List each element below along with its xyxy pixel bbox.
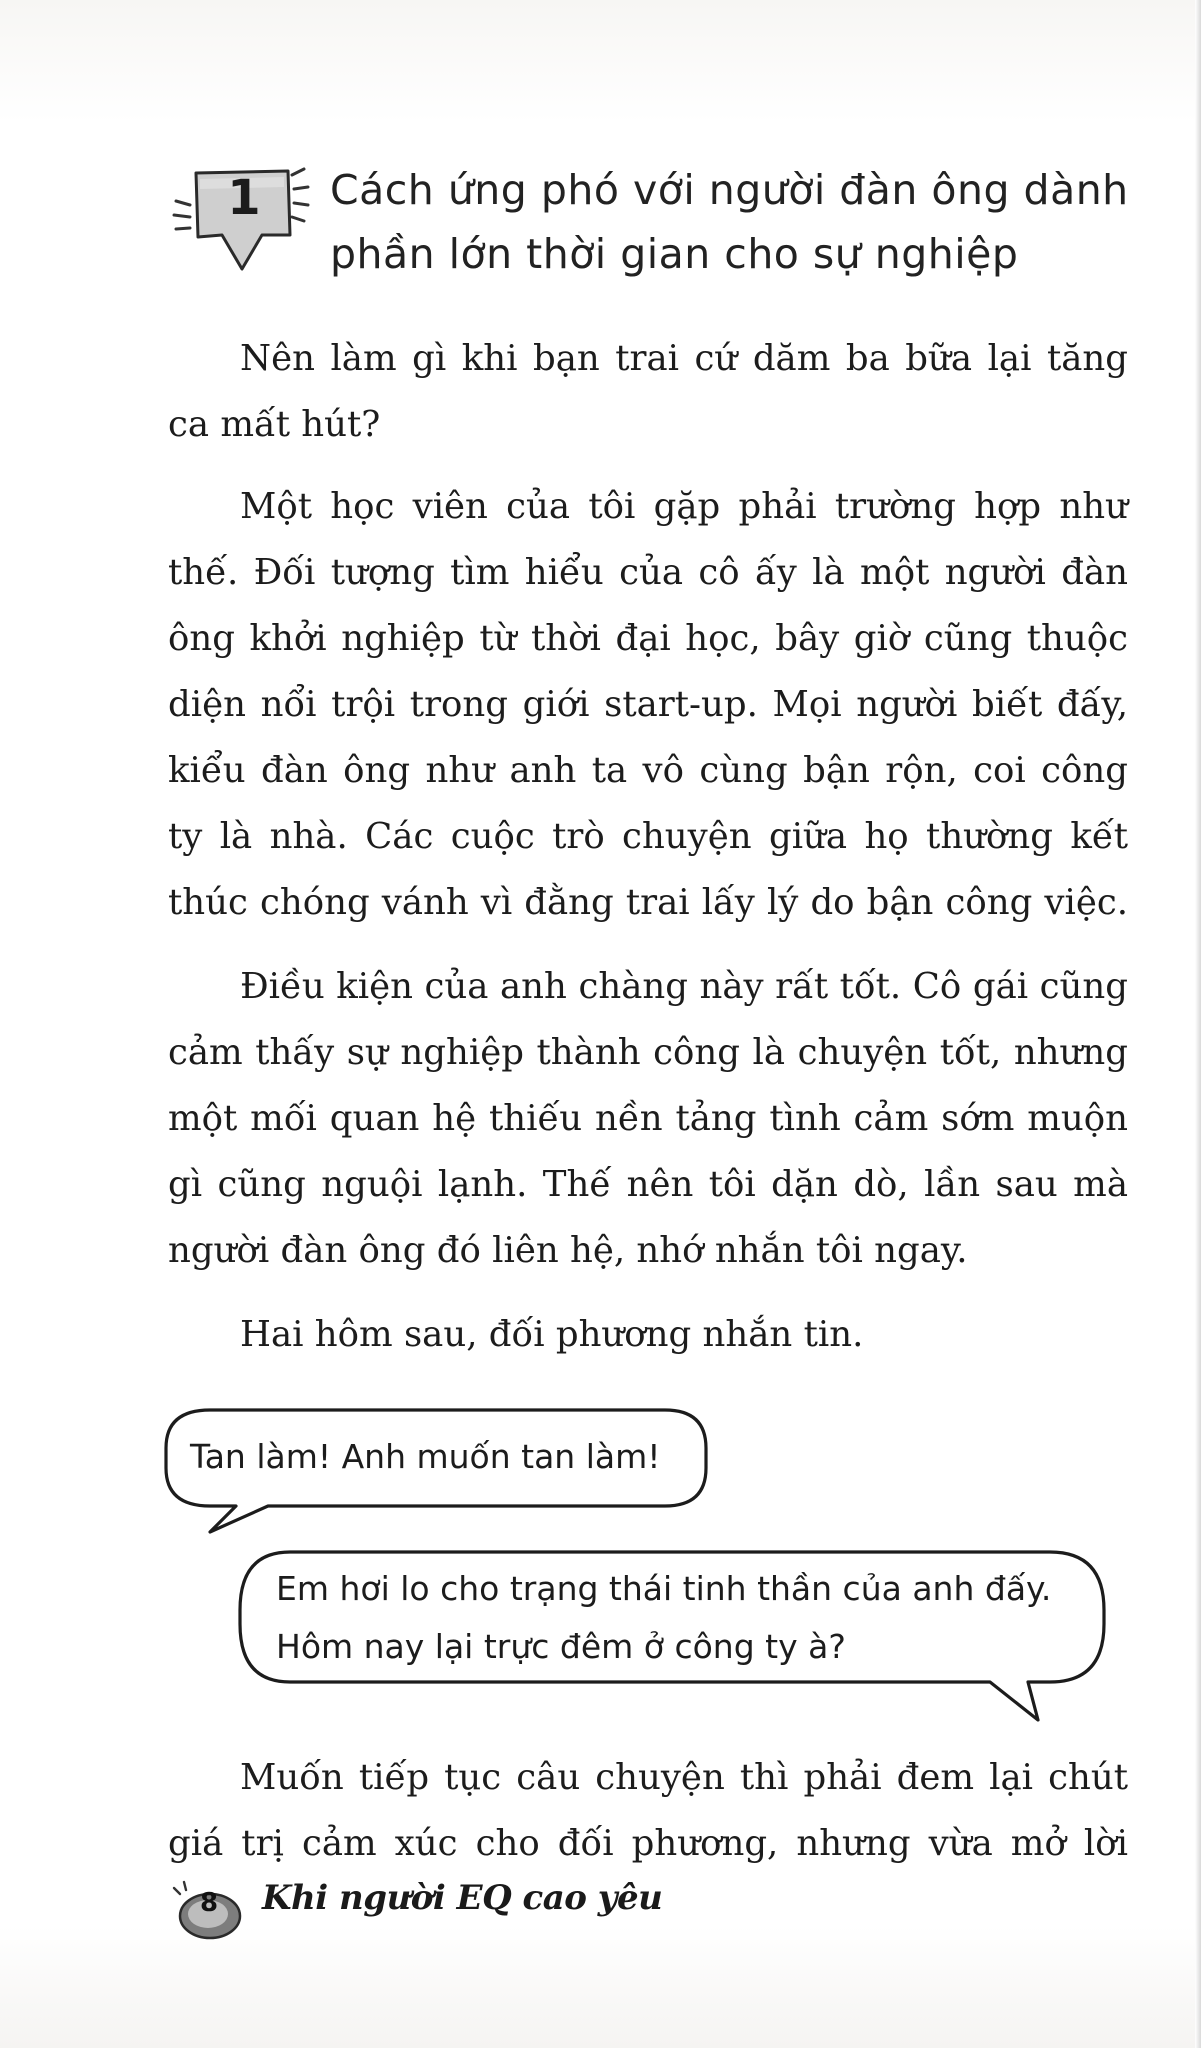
paragraph-line: ông khởi nghiệp từ thời đại học, bây giờ cũng thuộc <box>168 618 1128 659</box>
page-edge-shadow <box>1195 0 1201 2048</box>
paragraph-line: Muốn tiếp tục câu chuyện thì phải đem lại chút <box>240 1757 1128 1798</box>
paragraph-line: ca mất hút? <box>168 404 381 445</box>
paragraph-line: một mối quan hệ thiếu nền tảng tình cảm sớm muộn <box>168 1098 1128 1139</box>
chapter-title-line: phần lớn thời gian cho sự nghiệp <box>330 230 1019 278</box>
paragraph-line: diện nổi trội trong giới start-up. Mọi người biết đấy, <box>168 684 1128 725</box>
paragraph-line: người đàn ông đó liên hệ, nhớ nhắn tôi ngay. <box>168 1230 968 1271</box>
paragraph-line: thế. Đối tượng tìm hiểu của cô ấy là một người đàn <box>168 552 1128 593</box>
paragraph-line: Nên làm gì khi bạn trai cứ dăm ba bữa lại tăng <box>240 338 1128 379</box>
paragraph-5 <box>168 1745 1128 1877</box>
message-man <box>190 1428 660 1486</box>
chapter-number: 1 <box>227 170 261 226</box>
message-line: Tan làm! Anh muốn tan làm! <box>190 1437 661 1476</box>
paragraph-line: giá trị cảm xúc cho đối phương, nhưng vừa mở lời <box>168 1823 1128 1864</box>
paragraph-line: kiểu đàn ông như anh ta vô cùng bận rộn, coi công <box>168 750 1128 791</box>
paragraph-line: gì cũng nguội lạnh. Thế nên tôi dặn dò, lần sau mà <box>168 1164 1128 1205</box>
chapter-title-line: Cách ứng phó với người đàn ông dành <box>330 166 1129 214</box>
paragraph-line: Hai hôm sau, đối phương nhắn tin. <box>240 1314 864 1355</box>
paragraph-line: ty là nhà. Các cuộc trò chuyện giữa họ thường kết <box>168 816 1128 857</box>
message-line: Hôm nay lại trực đêm ở công ty à? <box>276 1627 846 1666</box>
paragraph-line: Một học viên của tôi gặp phải trường hợp như <box>240 486 1128 527</box>
badge-burst-icon <box>174 1882 186 1894</box>
message-line: Em hơi lo cho trạng thái tinh thần của anh đấy. <box>276 1569 1052 1608</box>
message-woman <box>276 1560 1051 1676</box>
page-number: 8 <box>199 1888 219 1918</box>
paragraph-line: thúc chóng vánh vì đằng trai lấy lý do bận công việc. <box>168 882 1128 923</box>
paragraph-line: cảm thấy sự nghiệp thành công là chuyện tốt, nhưng <box>168 1032 1128 1073</box>
paragraph-line: Điều kiện của anh chàng này rất tốt. Cô gái cũng <box>240 966 1128 1007</box>
running-title: Khi người EQ cao yêu <box>262 1878 663 1918</box>
